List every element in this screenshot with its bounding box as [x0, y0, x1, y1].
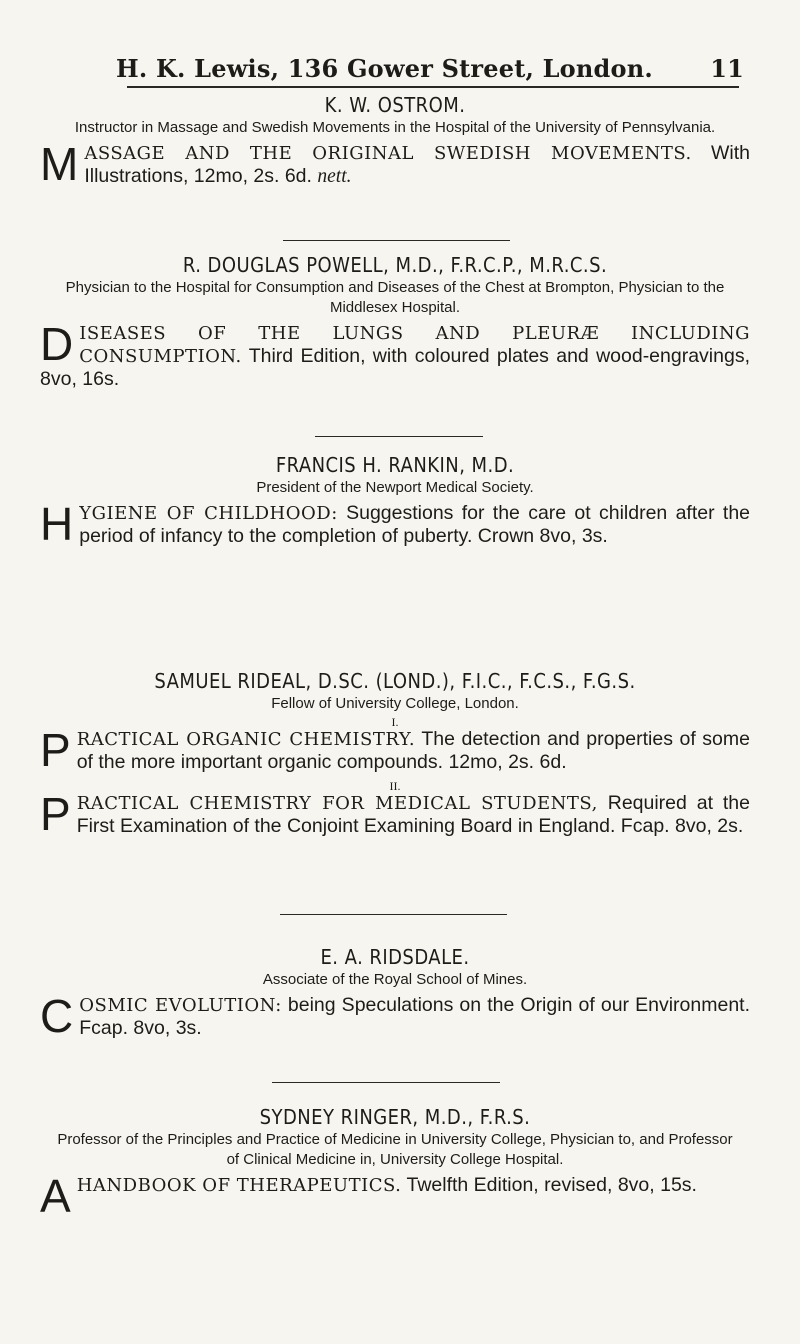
- entry-ridsdale: [40, 944, 750, 1040]
- author-name: SAMUEL RIDEAL, D.SC. (LOND.), F.I.C., F.C.S., F.G.S.: [154, 669, 636, 693]
- drop-cap: M: [40, 138, 79, 190]
- section-divider: [283, 240, 510, 241]
- volume-numeral: II.: [389, 779, 401, 793]
- book-price-note: nett.: [317, 166, 352, 187]
- author-name: FRANCIS H. RANKIN, M.D.: [275, 453, 515, 477]
- section-divider: [315, 436, 483, 437]
- running-head: [116, 54, 744, 83]
- book-description: being Speculations on the Origin of our Environment. Fcap. 8vo, 3s.: [79, 994, 750, 1039]
- book-description: Suggestions for the care ot children after the period of infancy to the completion of puberty. Crown 8vo, 3s.: [79, 502, 751, 547]
- book-listing: [40, 724, 750, 776]
- drop-cap: H: [40, 498, 74, 550]
- book-listing: [40, 138, 750, 190]
- author-role: Professor of the Principles and Practice of Medicine in University College, Physician to, and Professor of Clinical Medicine in, University College Hospital.: [57, 1131, 733, 1168]
- book-listing: [40, 318, 750, 391]
- entry-rideal: [40, 668, 750, 838]
- drop-cap: P: [40, 724, 71, 776]
- running-head-title: H. K. Lewis, 136 Gower Street, London.: [116, 54, 653, 83]
- drop-cap: P: [40, 788, 71, 840]
- book-description: With Illustrations, 12mo, 2s. 6d.: [84, 142, 750, 187]
- book-title: HANDBOOK OF THERAPEUTICS.: [76, 1175, 402, 1196]
- book-description: Required at the First Examination of the Conjoint Examining Board in England. Fcap. 8vo, 2s.: [76, 792, 750, 837]
- entry-rankin: [40, 452, 750, 548]
- author-role: President of the Newport Medical Society.: [256, 479, 534, 496]
- section-divider: [280, 914, 507, 915]
- book-description: The detection and properties of some of the more important organic compounds. 12mo, 2s. 6d.: [76, 728, 750, 773]
- drop-cap: D: [40, 318, 74, 370]
- book-listing: [40, 498, 751, 550]
- book-title: RACTICAL CHEMISTRY FOR MEDICAL STUDENTS,: [76, 793, 598, 814]
- book-listing: [40, 1170, 750, 1222]
- book-title: OSMIC EVOLUTION:: [79, 995, 282, 1016]
- page-number: 11: [710, 54, 744, 83]
- drop-cap: C: [40, 990, 74, 1042]
- author-role: Fellow of University College, London.: [271, 695, 519, 712]
- entry-ostrom: [40, 92, 750, 188]
- entry-powell: [40, 252, 750, 391]
- author-name: R. DOUGLAS POWELL, M.D., F.R.C.P., M.R.C.S.: [182, 253, 608, 277]
- section-divider: [272, 1082, 500, 1083]
- book-title: RACTICAL ORGANIC CHEMISTRY.: [76, 729, 416, 750]
- book-listing: [40, 788, 750, 840]
- header-rule: [127, 86, 739, 88]
- author-role: Instructor in Massage and Swedish Movements in the Hospital of the University of Pennsylvania.: [74, 119, 716, 136]
- book-title: ISEASES OF THE LUNGS AND PLEURÆ INCLUDING CONSUMPTION.: [79, 323, 750, 367]
- entry-ringer: [40, 1104, 750, 1222]
- author-role: Physician to the Hospital for Consumption and Diseases of the Chest at Brompton, Physician to the Middlesex Hospital.: [65, 279, 725, 316]
- book-title: ASSAGE AND THE ORIGINAL SWEDISH MOVEMENTS.: [84, 143, 692, 164]
- author-role: Associate of the Royal School of Mines.: [262, 971, 528, 988]
- book-listing: [40, 990, 750, 1042]
- book-title: YGIENE OF CHILDHOOD:: [79, 503, 338, 524]
- author-name: E. A. RIDSDALE.: [320, 945, 470, 969]
- book-description: Twelfth Edition, revised, 8vo, 15s.: [406, 1174, 697, 1196]
- author-name: SYDNEY RINGER, M.D., F.R.S.: [259, 1105, 531, 1129]
- volume-numeral: I.: [391, 715, 399, 729]
- drop-cap: A: [40, 1170, 71, 1222]
- author-name: K. W. OSTROM.: [324, 93, 466, 117]
- book-description: Third Edition, with coloured plates and wood-engravings, 8vo, 16s.: [40, 345, 750, 390]
